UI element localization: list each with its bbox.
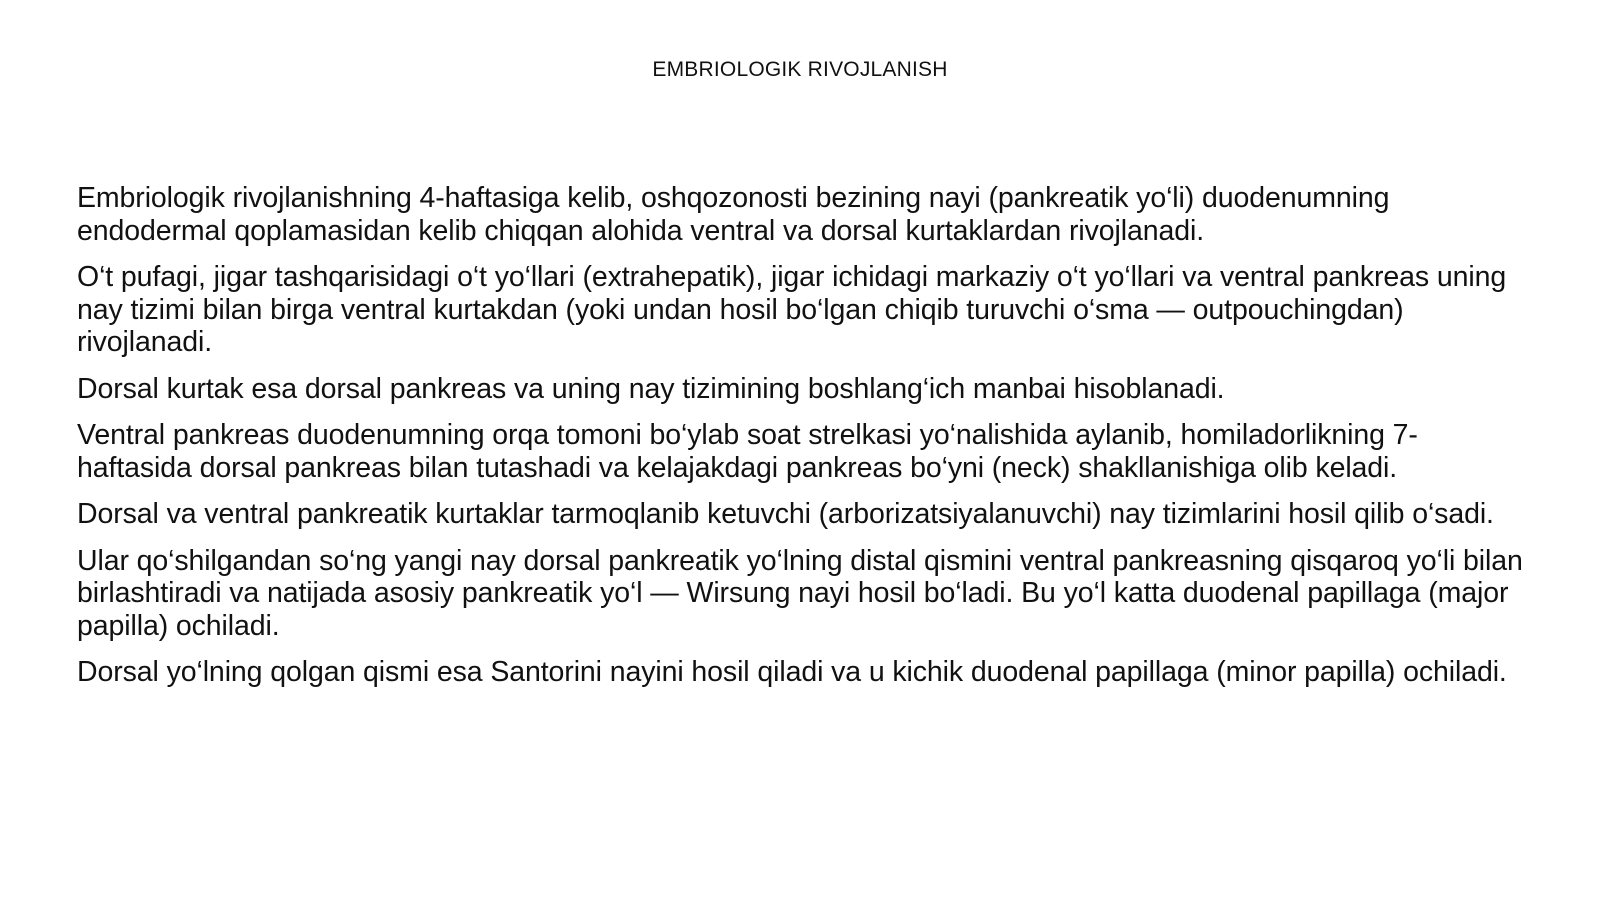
paragraph-6: Ular qo‘shilgandan so‘ng yangi nay dorsal pankreatik yo‘lning distal qismini ventral pankreasning qisqaroq yo‘li bilan birlashtiradi va natijada asosiy pankreatik yo‘l — Wirsung nayi hosil bo‘ladi. Bu yo‘l katta duodenal papillaga (major papilla) ochiladi. bbox=[77, 544, 1523, 642]
slide-body bbox=[77, 182, 1532, 703]
paragraph-3: Dorsal kurtak esa dorsal pankreas va uning nay tizimining boshlang‘ich manbai hisoblanadi. bbox=[77, 372, 1225, 405]
paragraph-1: Embriologik rivojlanishning 4-haftasiga kelib, oshqozonosti bezining nayi (pankreatik yo‘li) duodenumning endodermal qoplamasidan kelib chiqqan alohida ventral va dorsal kurtaklardan rivojlanadi. bbox=[77, 182, 1390, 247]
paragraph-5: Dorsal va ventral pankreatik kurtaklar tarmoqlanib ketuvchi (arborizatsiyalanuvchi) nay tizimlarini hosil qilib o‘sadi. bbox=[77, 498, 1494, 530]
slide-title: EMBRIOLOGIK RIVOJLANISH bbox=[652, 58, 948, 81]
paragraph-7: Dorsal yo‘lning qolgan qismi esa Santorini nayini hosil qiladi va u kichik duodenal papillaga (minor papilla) ochiladi. bbox=[77, 656, 1507, 688]
paragraph-4: Ventral pankreas duodenumning orqa tomoni bo‘ylab soat strelkasi yo‘nalishida aylanib, homiladorlikning 7-haftasida dorsal pankreas bilan tutashadi va kelajakdagi pankreas bo‘yni (neck) shakllanishiga olib keladi. bbox=[77, 419, 1418, 484]
paragraph-2: O‘t pufagi, jigar tashqarisidagi o‘t yo‘llari (extrahepatik), jigar ichidagi markaziy o‘t yo‘llari va ventral pankreas uning nay tizimi bilan birga ventral kurtakdan (yoki undan hosil bo‘lgan chiqib turuvchi o‘sma — outpouchingdan) rivojlanadi. bbox=[77, 261, 1507, 358]
